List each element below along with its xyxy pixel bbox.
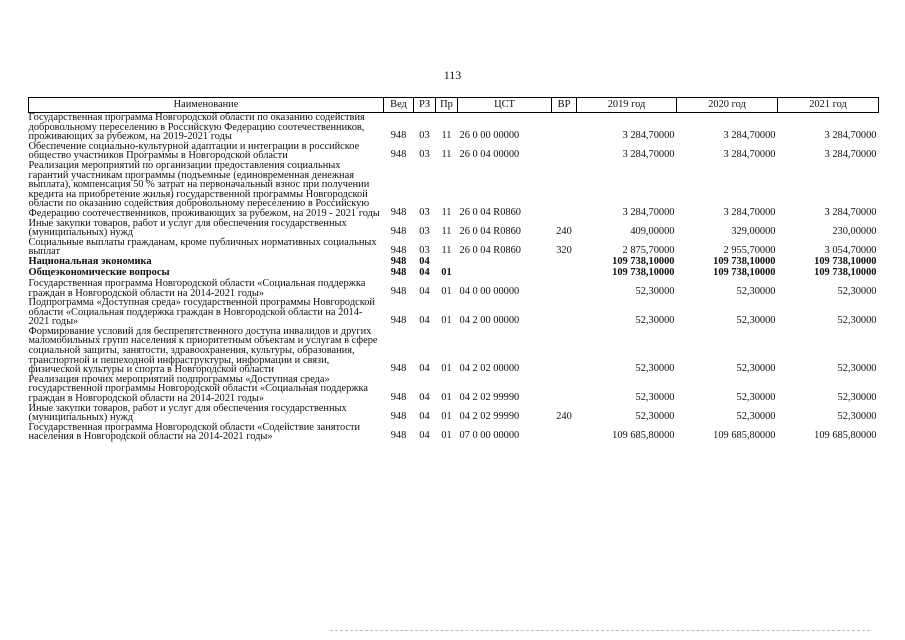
cell-name: Государственная программа Новгородской области по оказанию содействия добровольному переселению в Российскую Федерацию соотечественников, проживающих за рубежом, на 2019-2021 годы	[28, 112, 365, 143]
cell-rz: 04	[419, 430, 430, 441]
cell-2020: 329,00000	[731, 225, 776, 237]
cell-2021: 3 054,70000	[824, 244, 877, 256]
cell-cst: 26 0 04 R0860	[459, 244, 521, 256]
cell-cst: 26 0 04 00000	[459, 148, 520, 160]
cell-rz: 03	[419, 206, 430, 218]
cell-pr: 01	[441, 430, 452, 441]
cell-2019: 109 738,10000	[612, 266, 675, 278]
table-row	[29, 142, 879, 161]
cell-2019: 2 875,70000	[622, 244, 675, 256]
cell-pr: 01	[441, 362, 452, 374]
table-row	[29, 219, 879, 238]
cell-pr: 11	[441, 244, 452, 256]
cell-ved: 948	[390, 314, 407, 326]
cell-2019: 3 284,70000	[622, 206, 675, 218]
table-row	[29, 279, 879, 298]
cell-cst	[458, 268, 552, 279]
cell-2021: 3 284,70000	[824, 129, 877, 141]
col-header-rz: РЗ	[414, 98, 436, 113]
cell-2021: 52,30000	[837, 391, 877, 403]
cell-2019: 3 284,70000	[622, 129, 675, 141]
page-number: 113	[443, 68, 462, 82]
cell-rz: 03	[419, 148, 430, 160]
cell-2019: 109 738,10000	[612, 255, 675, 267]
cell-2019: 52,30000	[635, 362, 675, 374]
cell-name: Иные закупки товаров, работ и услуг для обеспечения государственных (муниципальных) нужд	[28, 217, 347, 239]
cell-pr: 01	[441, 286, 452, 298]
cell-rz: 04	[419, 410, 430, 422]
table-row	[29, 238, 879, 257]
cell-2021: 109 738,10000	[814, 266, 877, 278]
table-row	[29, 161, 879, 219]
cell-2019: 3 284,70000	[622, 148, 675, 160]
cell-ved: 948	[390, 266, 407, 278]
cell-2021: 52,30000	[837, 286, 877, 298]
table-row	[29, 375, 879, 404]
cell-cst	[458, 257, 552, 268]
cell-vr	[552, 298, 577, 327]
cell-vr	[552, 268, 577, 279]
cell-cst: 04 2 02 00000	[459, 362, 520, 374]
cell-vr	[552, 113, 577, 142]
col-header-2021: 2021 год	[778, 98, 879, 113]
cell-pr: 01	[441, 314, 452, 326]
cell-vr	[552, 257, 577, 268]
scan-artifact-line	[330, 630, 870, 633]
cell-rz: 04	[419, 255, 430, 267]
cell-vr	[552, 327, 577, 375]
cell-rz: 03	[419, 129, 430, 141]
cell-cst: 26 0 04 R0860	[459, 225, 521, 237]
cell-pr: 11	[441, 225, 452, 237]
col-header-name: Наименование	[29, 98, 384, 113]
cell-ved: 948	[390, 255, 407, 267]
cell-2020: 52,30000	[736, 410, 776, 422]
table-row	[29, 327, 879, 375]
table-row	[29, 113, 879, 142]
cell-rz: 04	[419, 362, 430, 374]
cell-2021: 52,30000	[837, 410, 877, 422]
table-body	[29, 113, 879, 443]
table-row	[29, 298, 879, 327]
cell-name: Государственная программа Новгородской области «Социальная поддержка граждан в Новгородской области на 2014-2021 годы»	[28, 277, 366, 299]
cell-vr	[552, 142, 577, 161]
cell-2021: 52,30000	[837, 362, 877, 374]
cell-pr: 11	[441, 206, 452, 218]
cell-name: Иные закупки товаров, работ и услуг для обеспечения государственных (муниципальных) нужд	[28, 402, 347, 424]
cell-cst: 04 2 02 99990	[459, 391, 520, 403]
cell-ved: 948	[390, 148, 407, 160]
col-header-vr: ВР	[552, 98, 577, 113]
cell-2021: 109 685,80000	[814, 430, 877, 441]
cell-vr	[552, 161, 577, 219]
cell-2019: 109 685,80000	[612, 430, 675, 441]
col-header-2020: 2020 год	[677, 98, 778, 113]
cell-2019: 409,00000	[630, 225, 675, 237]
cell-2021: 109 738,10000	[814, 255, 877, 267]
cell-2020: 3 284,70000	[723, 148, 776, 160]
cell-pr: 11	[441, 129, 452, 141]
cell-ved: 948	[390, 430, 407, 441]
table-row	[29, 404, 879, 423]
cell-rz: 03	[419, 244, 430, 256]
cell-vr	[552, 279, 577, 298]
cell-2020: 52,30000	[736, 286, 776, 298]
cell-ved: 948	[390, 391, 407, 403]
cell-name: Реализация мероприятий по организации предоставления социальных гарантий участникам программы (подъемные (единовременная денежная выплата), компенсация 50 % затрат на первоначальный взнос при получении кредита на приобретение жилья) государственной программы Новгородской области по оказанию содействия добровольному переселению в Российскую Федерацию соотечественников, проживающих за рубежом, на 2019 - 2021 годы	[28, 159, 380, 219]
col-header-pr: Пр	[436, 98, 458, 113]
cell-rz: 04	[419, 286, 430, 298]
cell-2020: 52,30000	[736, 391, 776, 403]
cell-name: Формирование условий для беспрепятственного доступа инвалидов и других маломобильных групп населения к приоритетным объектам и услугам в сфере социальной защиты, занятости, здравоохранения, культуры, образования, транспортной и пешеходной инфраструктуры, информации и связи, физической культуры и спорта в Новгородской области	[28, 325, 378, 376]
cell-vr: 240	[556, 225, 572, 237]
cell-name: Социальные выплаты гражданам, кроме публичных нормативных социальных выплат	[28, 236, 377, 258]
cell-name: Реализация прочих мероприятий подпрограммы «Доступная среда» государственной программы Новгородской области «Социальная поддержка граждан в Новгородской области на 2014-2021 годы»	[28, 373, 369, 405]
cell-ved: 948	[390, 410, 407, 422]
cell-name: Государственная программа Новгородской области «Содействие занятости населения в Новгородской области на 2014-2021 годы»	[28, 421, 361, 443]
cell-cst: 04 2 00 00000	[459, 314, 520, 326]
cell-2019: 52,30000	[635, 410, 675, 422]
table-header-row	[29, 98, 879, 113]
cell-name: Общеэкономические вопросы	[28, 266, 170, 278]
cell-2020: 109 685,80000	[713, 430, 776, 441]
cell-ved: 948	[390, 129, 407, 141]
cell-2020: 3 284,70000	[723, 129, 776, 141]
cell-2019: 52,30000	[635, 314, 675, 326]
cell-2020: 2 955,70000	[723, 244, 776, 256]
col-header-cst: ЦСТ	[458, 98, 552, 113]
cell-rz: 04	[419, 266, 430, 278]
budget-table	[28, 97, 879, 442]
cell-ved: 948	[390, 244, 407, 256]
cell-ved: 948	[390, 286, 407, 298]
cell-2020: 109 738,10000	[713, 266, 776, 278]
cell-pr: 01	[441, 410, 452, 422]
cell-cst: 26 0 00 00000	[459, 129, 520, 141]
cell-2020: 3 284,70000	[723, 206, 776, 218]
cell-vr	[552, 423, 577, 442]
cell-vr: 240	[556, 410, 572, 422]
cell-cst: 07 0 00 00000	[459, 430, 520, 441]
cell-2021: 52,30000	[837, 314, 877, 326]
col-header-ved: Вед	[384, 98, 414, 113]
cell-2020: 52,30000	[736, 362, 776, 374]
cell-name: Национальная экономика	[28, 255, 152, 267]
cell-2019: 52,30000	[635, 391, 675, 403]
cell-pr: 01	[441, 391, 452, 403]
cell-ved: 948	[390, 362, 407, 374]
cell-2021: 230,00000	[832, 225, 877, 237]
cell-cst: 26 0 04 R0860	[459, 206, 521, 218]
cell-pr: 11	[441, 148, 452, 160]
cell-2021: 3 284,70000	[824, 206, 877, 218]
cell-rz: 03	[419, 225, 430, 237]
cell-name: Обеспечение социально-культурной адаптации и интеграции в российское общество участников Программы в Новгородской области	[28, 140, 360, 162]
cell-vr: 320	[556, 244, 572, 256]
cell-2021: 3 284,70000	[824, 148, 877, 160]
col-header-2019: 2019 год	[577, 98, 677, 113]
cell-2019: 52,30000	[635, 286, 675, 298]
cell-ved: 948	[390, 206, 407, 218]
cell-pr: 01	[441, 266, 452, 278]
table-row	[29, 423, 879, 442]
cell-rz: 04	[419, 314, 430, 326]
cell-vr	[552, 375, 577, 404]
cell-cst: 04 2 02 99990	[459, 410, 520, 422]
cell-name: Подпрограмма «Доступная среда» государственной программы Новгородской области «Социальная поддержка граждан в Новгородской области на 2014-2021 годы»	[28, 297, 375, 328]
cell-2020: 52,30000	[736, 314, 776, 326]
cell-2020: 109 738,10000	[713, 255, 776, 267]
cell-ved: 948	[390, 225, 407, 237]
cell-cst: 04 0 00 00000	[459, 286, 520, 298]
cell-rz: 04	[419, 391, 430, 403]
